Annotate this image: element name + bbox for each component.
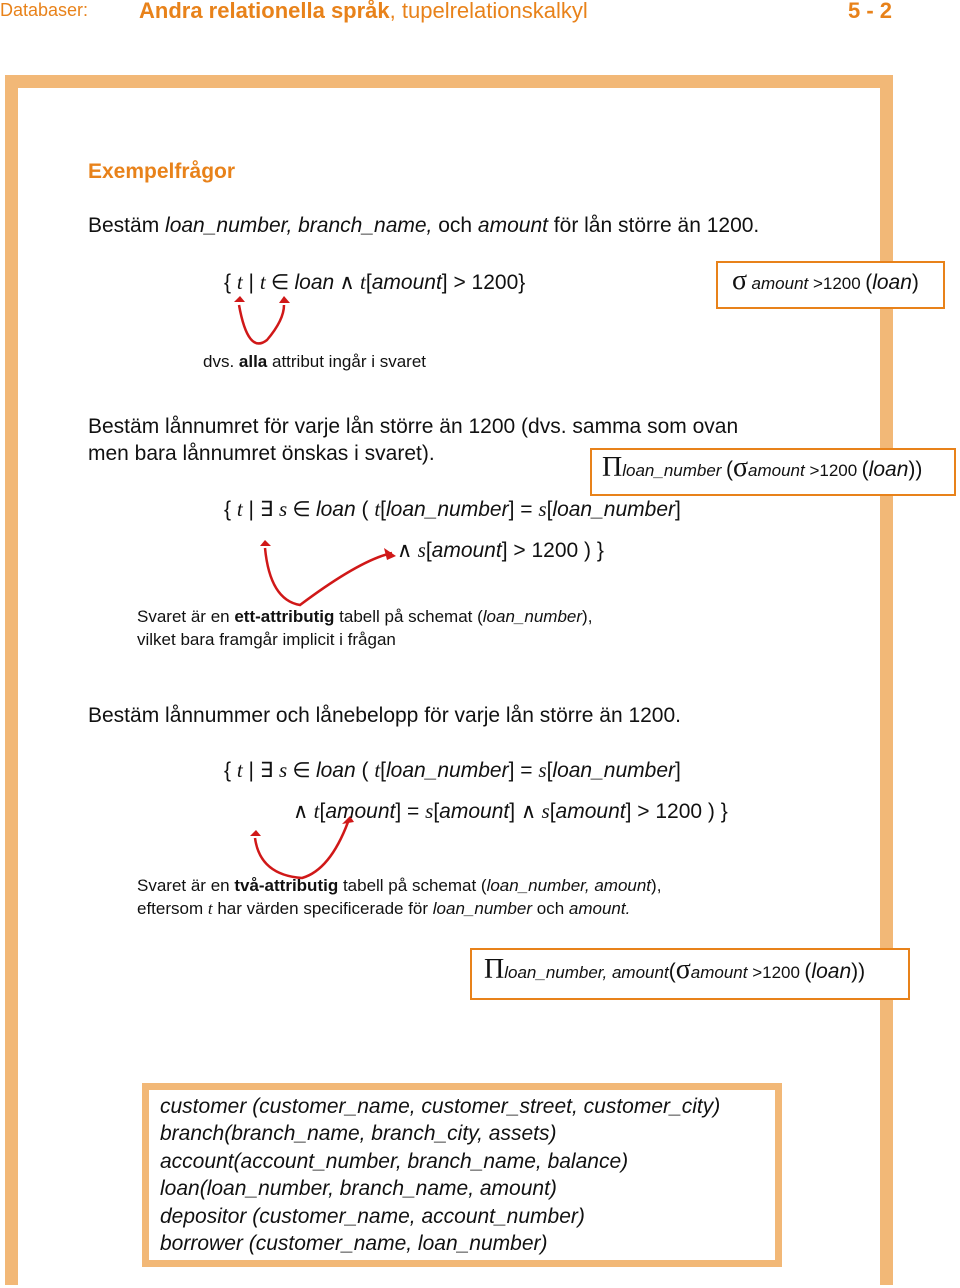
question-2-line2: men bara lånnumret önskas i svaret). (88, 442, 435, 465)
algebra-box-1: σ amount >1200 (loan) (716, 261, 945, 309)
schema-depositor: depositor (customer_name, account_number) (160, 1205, 585, 1228)
tuple-formula-3-line2: ∧ t[amount] = s[amount] ∧ s[amount] > 1200 ) } (293, 799, 728, 823)
note-1: dvs. alla attribut ingår i svaret (203, 352, 427, 371)
schema-account: account(account_number, branch_name, balance) (160, 1150, 629, 1173)
schema-customer: customer (customer_name, customer_street, customer_city) (160, 1095, 721, 1118)
algebra-box-3: Πloan_number, amount(σamount >1200 (loan)) (470, 948, 910, 1000)
question-1: Bestäm loan_number, branch_name, och amount för lån större än 1200. (88, 214, 760, 237)
answer-2-line1: Svaret är en ett-attributig tabell på schemat (loan_number), (137, 607, 593, 626)
course-label: Databaser: (0, 0, 89, 20)
schema-borrower: borrower (customer_name, loan_number) (160, 1232, 548, 1255)
answer-3-line2: eftersom t har värden specificerade för loan_number och amount. (137, 899, 631, 918)
page-number: 5 - 2 (848, 0, 893, 23)
section-title: Exempelfrågor (88, 160, 236, 183)
answer-2-line2: vilket bara framgår implicit i frågan (137, 630, 396, 649)
question-3: Bestäm lånnummer och lånebelopp för varje lån större än 1200. (88, 704, 682, 727)
question-2-line1: Bestäm lånnumret för varje lån större än 1200 (dvs. samma som ovan (88, 415, 739, 438)
tuple-formula-2-line1: { t | ∃ s ∈ loan ( t[loan_number] = s[loan_number] (224, 497, 681, 521)
schema-branch: branch(branch_name, branch_city, assets) (160, 1122, 557, 1145)
slide-title: Andra relationella språk, tupelrelationskalkyl (139, 0, 588, 23)
tuple-formula-3-line1: { t | ∃ s ∈ loan ( t[loan_number] = s[loan_number] (224, 758, 681, 782)
tuple-formula-2-line2: ∧ s[amount] > 1200 ) } (397, 538, 604, 562)
tuple-formula-1: { t | t ∈ loan ∧ t[amount] > 1200} (224, 270, 526, 294)
schema-loan: loan(loan_number, branch_name, amount) (160, 1177, 557, 1200)
algebra-box-2: Πloan_number (σamount >1200 (loan)) (590, 448, 956, 496)
answer-3-line1: Svaret är en två-attributig tabell på schemat (loan_number, amount), (137, 876, 662, 895)
